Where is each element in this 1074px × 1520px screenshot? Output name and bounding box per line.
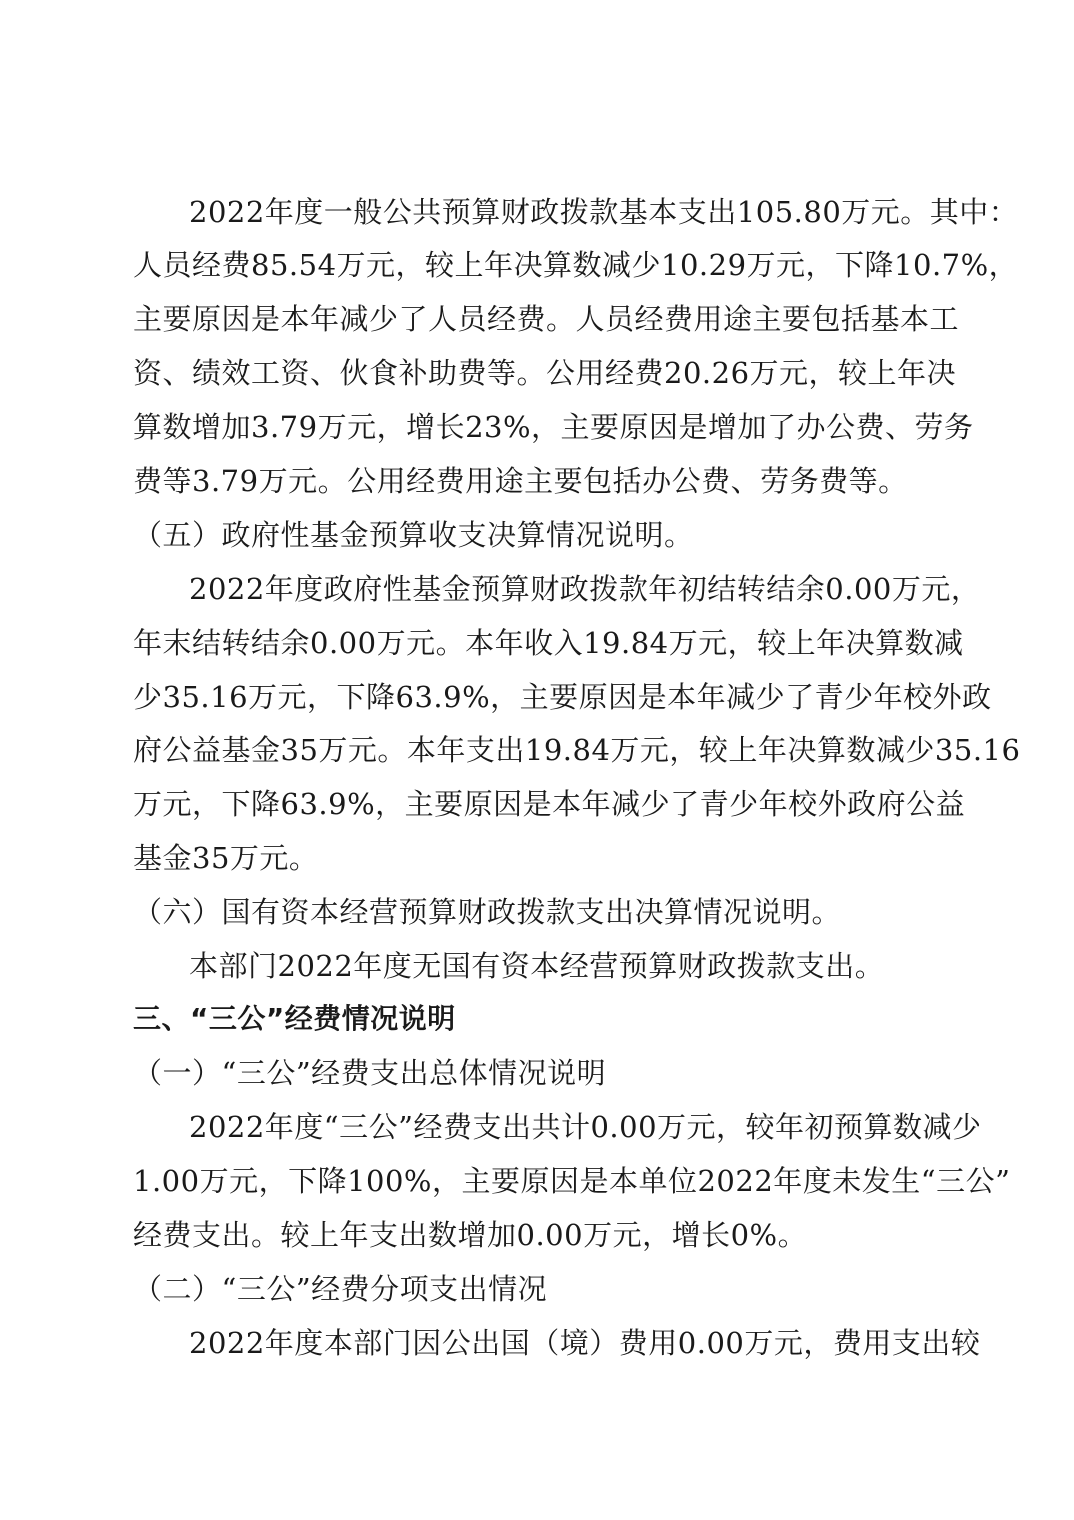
paragraph-line: 经费支出。较上年支出数增加0.00万元，增长0%。 (133, 1218, 808, 1252)
paragraph-line: 基金35万元。 (133, 841, 319, 875)
chapter-heading-three: 三、“三公”经费情况说明 (133, 1002, 456, 1035)
paragraph-line: 年末结转结余0.00万元。本年收入19.84万元，较上年决算数减 (133, 626, 964, 660)
section-heading-1: （一）“三公”经费支出总体情况说明 (133, 1056, 607, 1090)
paragraph-line: 少35.16万元，下降63.9%，主要原因是本年减少了青少年校外政 (133, 680, 992, 714)
paragraph-line: 人员经费85.54万元，较上年决算数减少10.29万元，下降10.7%， (133, 248, 1019, 282)
paragraph-line: 2022年度本部门因公出国（境）费用0.00万元，费用支出较 (189, 1326, 981, 1360)
section-heading-2: （二）“三公”经费分项支出情况 (133, 1272, 548, 1306)
paragraph-line: 本部门2022年度无国有资本经营预算财政拨款支出。 (189, 949, 885, 983)
paragraph-line: 2022年度政府性基金预算财政拨款年初结转结余0.00万元， (189, 572, 981, 606)
paragraph-line: 费等3.79万元。公用经费用途主要包括办公费、劳务费等。 (133, 464, 908, 498)
paragraph-line: 主要原因是本年减少了人员经费。人员经费用途主要包括基本工 (133, 302, 960, 336)
paragraph-line: 府公益基金35万元。本年支出19.84万元，较上年决算数减少35.16 (133, 733, 1021, 767)
paragraph-line: 2022年度一般公共预算财政拨款基本支出105.80万元。其中： (189, 195, 1019, 229)
section-heading-5: （五）政府性基金预算收支决算情况说明。 (133, 518, 694, 552)
section-heading-6: （六）国有资本经营预算财政拨款支出决算情况说明。 (133, 895, 842, 929)
paragraph-line: 算数增加3.79万元，增长23%，主要原因是增加了办公费、劳务 (133, 410, 974, 444)
paragraph-line: 1.00万元，下降100%，主要原因是本单位2022年度未发生“三公” (133, 1164, 1011, 1198)
paragraph-line: 资、绩效工资、伙食补助费等。公用经费20.26万元，较上年决 (133, 356, 957, 390)
paragraph-line: 万元，下降63.9%，主要原因是本年减少了青少年校外政府公益 (133, 787, 966, 821)
paragraph-line: 2022年度“三公”经费支出共计0.00万元，较年初预算数减少 (189, 1110, 982, 1144)
